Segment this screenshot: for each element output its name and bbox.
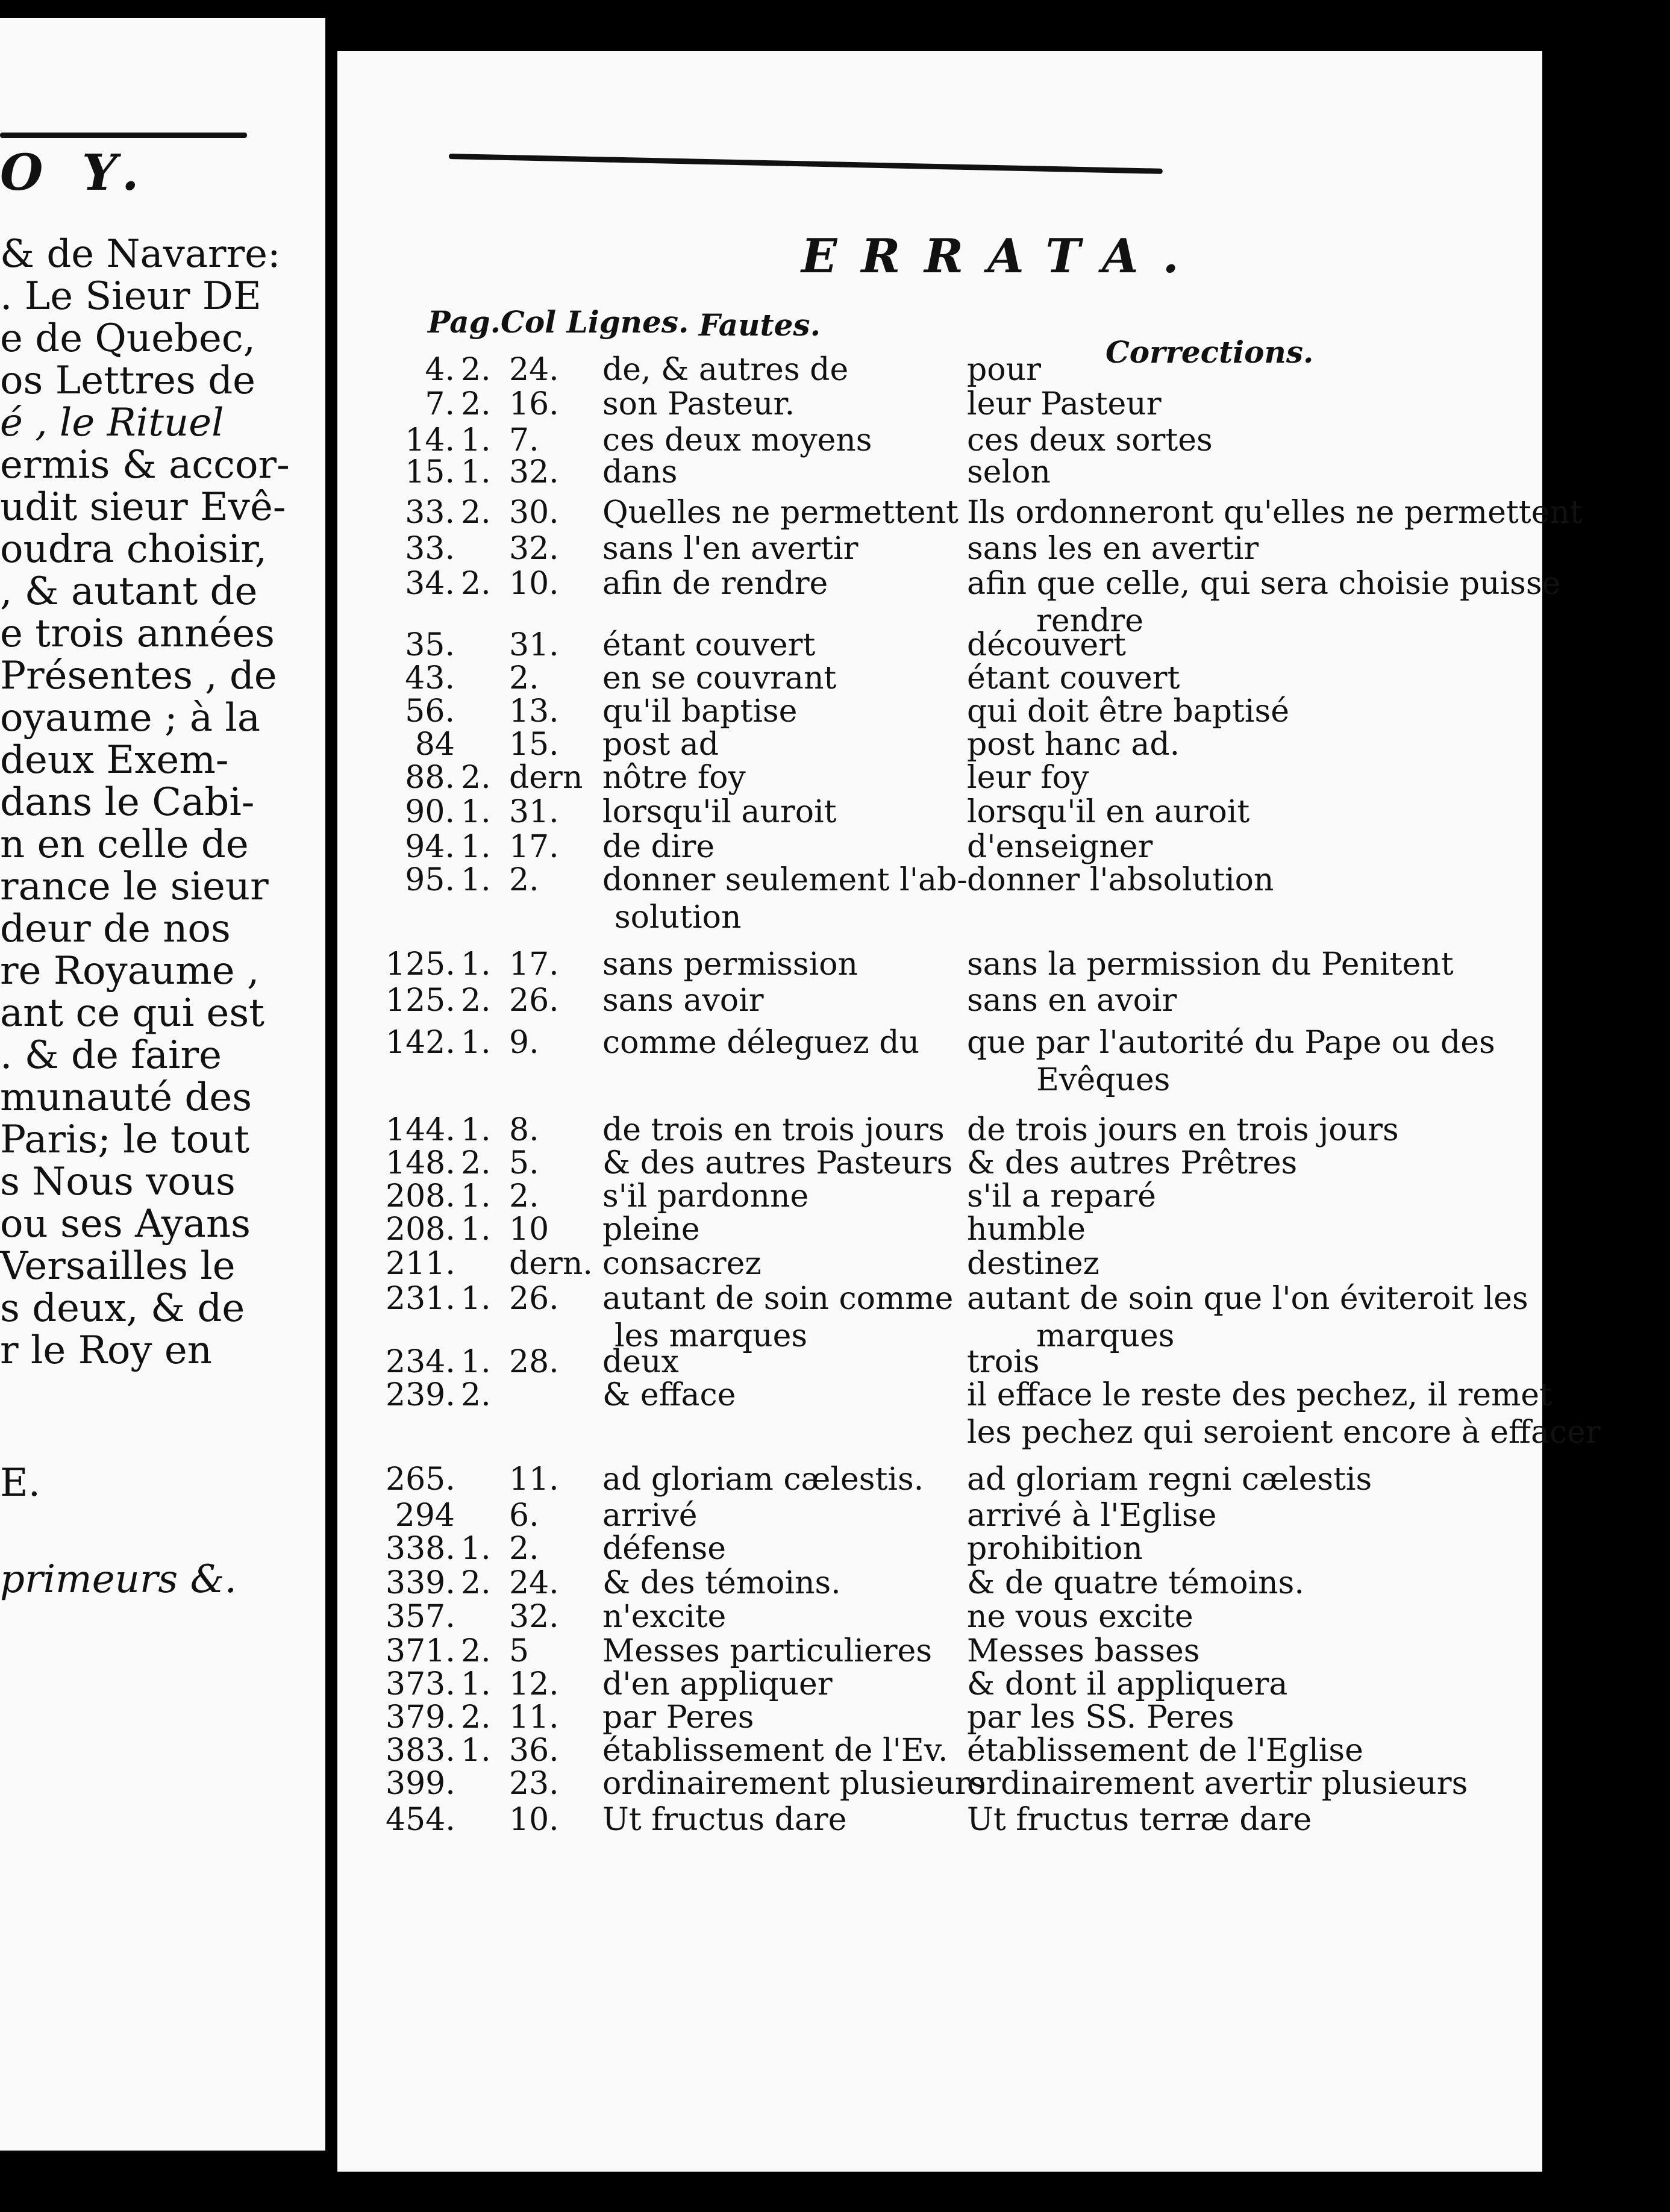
errata-row	[337, 1497, 1542, 1534]
left-line: E.	[0, 1461, 41, 1505]
column-number: 1.	[461, 1531, 491, 1567]
page-number: 84	[414, 726, 455, 763]
left-page	[0, 18, 325, 2151]
correction-text: sans en avoir	[967, 983, 1177, 1019]
left-line: Paris; le tout	[0, 1117, 250, 1162]
correction-text: autant de soin que l'on éviteroit les	[967, 1281, 1528, 1317]
left-line: munauté des	[0, 1075, 252, 1120]
errata-row	[337, 793, 1542, 831]
errata-row	[337, 726, 1542, 763]
line-number: 13.	[509, 693, 559, 730]
page-number: 379.	[386, 1699, 455, 1736]
line-number: 10.	[509, 566, 559, 602]
page-number: 265.	[386, 1461, 455, 1498]
errata-row	[337, 759, 1542, 796]
errata-row	[337, 946, 1542, 983]
page-number: 7.	[425, 386, 455, 422]
correction-text: ordinairement avertir plusieurs	[967, 1766, 1468, 1802]
correction-text: & de quatre témoins.	[967, 1565, 1304, 1601]
left-line: s Nous vous	[0, 1160, 236, 1204]
line-number: 17.	[509, 946, 559, 983]
line-number: 2.	[509, 1178, 539, 1214]
correction-text: pour	[967, 352, 1041, 388]
line-number: 32.	[509, 454, 559, 490]
error-text: deux	[602, 1344, 679, 1380]
line-number: 23.	[509, 1766, 559, 1802]
page-number: 208.	[386, 1178, 455, 1214]
error-text: & efface	[602, 1377, 736, 1413]
correction-text: donner l'absolution	[967, 862, 1274, 898]
left-line: s deux, & de	[0, 1286, 245, 1331]
column-number: 1.	[461, 422, 491, 458]
error-text: pleine	[602, 1211, 700, 1248]
line-number: 6.	[509, 1498, 539, 1534]
errata-row	[337, 1632, 1542, 1670]
correction-text: humble	[967, 1211, 1086, 1248]
page-number: 43.	[405, 660, 455, 696]
line-number: 11.	[509, 1461, 559, 1498]
top-rule	[449, 154, 1163, 174]
left-line: , & autant de	[0, 569, 258, 614]
errata-row	[337, 1211, 1542, 1248]
line-number: dern.	[509, 1246, 593, 1282]
page-number: 142.	[386, 1025, 455, 1061]
errata-row	[337, 1530, 1542, 1567]
errata-row	[337, 1024, 1542, 1098]
left-line: os Lettres de	[0, 358, 256, 403]
line-number: 30.	[509, 495, 559, 531]
left-line: Présentes , de	[0, 654, 277, 698]
line-number: 32.	[509, 1599, 559, 1635]
left-line: ermis & accor-	[0, 443, 290, 487]
page-number: 371.	[386, 1633, 455, 1669]
page-number: 239.	[386, 1377, 455, 1413]
page-number: 148.	[386, 1145, 455, 1181]
left-line: e de Quebec,	[0, 316, 255, 361]
correction-text: Ils ordonneront qu'elles ne permettent	[967, 495, 1583, 531]
errata-row	[337, 386, 1542, 423]
errata-row	[337, 693, 1542, 730]
correction-text: par les SS. Peres	[967, 1699, 1234, 1736]
errata-title: ERRATA.	[801, 229, 1203, 284]
page-number: 373.	[386, 1666, 455, 1702]
correction-text: établissement de l'Eglise	[967, 1732, 1363, 1769]
column-number: 2.	[461, 1377, 491, 1413]
errata-row	[337, 1801, 1542, 1839]
line-number: 16.	[509, 386, 559, 422]
correction-text: trois	[967, 1344, 1040, 1380]
error-text: en se couvrant	[602, 660, 837, 696]
line-number: 10.	[509, 1802, 559, 1838]
errata-row	[337, 1564, 1542, 1602]
error-text: consacrez	[602, 1246, 762, 1282]
column-number: 1.	[461, 1112, 491, 1148]
header-pag-col-lignes: Pag.Col Lignes.	[428, 304, 689, 340]
error-text: lorsqu'il auroit	[602, 794, 837, 830]
line-number: 8.	[509, 1112, 539, 1148]
error-text: défense	[602, 1531, 727, 1567]
errata-row	[337, 454, 1542, 491]
correction-text-continuation: marques	[1036, 1318, 1175, 1354]
correction-text: destinez	[967, 1246, 1099, 1282]
correction-text: leur foy	[967, 760, 1089, 796]
correction-text: selon	[967, 454, 1051, 490]
line-number: 2.	[509, 1531, 539, 1567]
column-number: 1.	[461, 1666, 491, 1702]
error-text: autant de soin comme	[602, 1281, 954, 1317]
correction-text: Ut fructus terræ dare	[967, 1802, 1312, 1838]
page-number: 14.	[405, 422, 455, 458]
error-text: Quelles ne permettent	[602, 495, 959, 531]
header-fautes: Fautes.	[699, 307, 821, 343]
correction-text: & dont il appliquera	[967, 1666, 1288, 1702]
correction-text: étant couvert	[967, 660, 1180, 696]
line-number: 5.	[509, 1145, 539, 1181]
left-line: ou ses Ayans	[0, 1202, 251, 1246]
line-number: 2.	[509, 660, 539, 696]
line-number: 26.	[509, 983, 559, 1019]
error-text: nôtre foy	[602, 760, 746, 796]
page-number: 125.	[386, 946, 455, 983]
errata-row	[337, 1699, 1542, 1736]
correction-text: ne vous excite	[967, 1599, 1193, 1635]
page-number: 34.	[405, 566, 455, 602]
errata-row	[337, 828, 1542, 866]
correction-text: leur Pasteur	[967, 386, 1162, 422]
column-number: 1.	[461, 1025, 491, 1061]
errata-row	[337, 1145, 1542, 1182]
column-number: 1.	[461, 454, 491, 490]
error-text: étant couvert	[602, 627, 816, 663]
left-line: deux Exem-	[0, 738, 229, 783]
page-number: 125.	[386, 983, 455, 1019]
errata-row	[337, 530, 1542, 567]
column-number: 1.	[461, 794, 491, 830]
error-text: de, & autres de	[602, 352, 849, 388]
column-number: 1.	[461, 946, 491, 983]
column-number: 1.	[461, 862, 491, 898]
header-corrections: Corrections.	[1106, 334, 1314, 370]
column-number: 2.	[461, 386, 491, 422]
left-line: ant ce qui est	[0, 991, 264, 1036]
errata-row	[337, 1343, 1542, 1381]
left-line: Versailles le	[0, 1244, 236, 1289]
page-number: 56.	[405, 693, 455, 730]
left-line: O Y.	[0, 144, 150, 202]
error-text: sans permission	[602, 946, 858, 983]
correction-text: afin que celle, qui sera choisie puisse	[967, 566, 1561, 602]
line-number: 12.	[509, 1666, 559, 1702]
column-number: 1.	[461, 1344, 491, 1380]
column-number: 2.	[461, 495, 491, 531]
left-line: . & de faire	[0, 1033, 222, 1078]
correction-text: il efface le reste des pechez, il remet	[967, 1377, 1552, 1413]
errata-row	[337, 982, 1542, 1019]
page-number: 231.	[386, 1281, 455, 1317]
page-number: 338.	[386, 1531, 455, 1567]
left-line: n en celle de	[0, 822, 249, 867]
error-text: arrivé	[602, 1498, 698, 1534]
correction-text-continuation: les pechez qui seroient encore à effacer	[967, 1414, 1601, 1451]
correction-text: découvert	[967, 627, 1126, 663]
column-number: 2.	[461, 1699, 491, 1736]
line-number: 7.	[509, 422, 539, 458]
errata-row	[337, 494, 1583, 531]
line-number: 26.	[509, 1281, 559, 1317]
error-text: & des témoins.	[602, 1565, 841, 1601]
page-number: 144.	[386, 1112, 455, 1148]
line-number: 31.	[509, 627, 559, 663]
left-line: r le Roy en	[0, 1328, 212, 1373]
correction-text: ad gloriam regni cælestis	[967, 1461, 1372, 1498]
correction-text: arrivé à l'Eglise	[967, 1498, 1217, 1534]
error-text: Messes particulieres	[602, 1633, 933, 1669]
page-number: 90.	[405, 794, 455, 830]
line-number: 24.	[509, 352, 559, 388]
error-text: ad gloriam cælestis.	[602, 1461, 924, 1498]
error-text-continuation: les marques	[615, 1318, 808, 1354]
left-line: oyaume ; à la	[0, 696, 260, 740]
line-number: 5	[509, 1633, 530, 1669]
errata-row	[337, 1461, 1542, 1498]
left-line: rance le sieur	[0, 864, 269, 909]
error-text: de trois en trois jours	[602, 1112, 945, 1148]
errata-row	[337, 1280, 1542, 1354]
error-text: sans avoir	[602, 983, 764, 1019]
correction-text-continuation: rendre	[1036, 603, 1144, 639]
error-text: post ad	[602, 726, 719, 763]
correction-text: d'enseigner	[967, 829, 1153, 865]
errata-row	[337, 626, 1542, 664]
left-line: e trois années	[0, 611, 275, 656]
column-number: 2.	[461, 1565, 491, 1601]
error-text: donner seulement l'ab-	[602, 862, 968, 898]
error-text: n'excite	[602, 1599, 727, 1635]
error-text: qu'il baptise	[602, 693, 798, 730]
error-text: & des autres Pasteurs	[602, 1145, 953, 1181]
page-number: 208.	[386, 1211, 455, 1248]
page-number: 357.	[386, 1599, 455, 1635]
line-number: 24.	[509, 1565, 559, 1601]
error-text: ces deux moyens	[602, 422, 872, 458]
errata-row	[337, 351, 1542, 389]
page-number: 339.	[386, 1565, 455, 1601]
error-text: établissement de l'Ev.	[602, 1732, 948, 1769]
page-number: 454.	[386, 1802, 455, 1838]
line-number: 15.	[509, 726, 559, 763]
column-number: 1.	[461, 1281, 491, 1317]
page-number: 294	[395, 1498, 455, 1534]
correction-text: post hanc ad.	[967, 726, 1180, 763]
error-text-continuation: solution	[615, 899, 742, 936]
correction-text: & des autres Prêtres	[967, 1145, 1298, 1181]
column-number: 1.	[461, 1732, 491, 1769]
page-number: 88.	[405, 760, 455, 796]
errata-row	[337, 1598, 1542, 1636]
correction-text-continuation: Evêques	[1036, 1062, 1171, 1098]
left-line: deur de nos	[0, 907, 231, 951]
correction-text: s'il a reparé	[967, 1178, 1156, 1214]
line-number: 36.	[509, 1732, 559, 1769]
correction-text: Messes basses	[967, 1633, 1200, 1669]
page-number: 33.	[405, 495, 455, 531]
line-number: 2.	[509, 862, 539, 898]
error-text: afin de rendre	[602, 566, 828, 602]
errata-row	[337, 1111, 1542, 1149]
errata-row	[337, 861, 1542, 936]
left-line: primeurs &.	[0, 1557, 237, 1602]
left-line: & de Navarre:	[0, 232, 281, 276]
errata-row	[337, 1245, 1542, 1283]
column-number: 2.	[461, 983, 491, 1019]
left-line: dans le Cabi-	[0, 780, 255, 825]
left-line: oudra choisir,	[0, 527, 267, 572]
error-text: s'il pardonne	[602, 1178, 809, 1214]
page-number: 35.	[405, 627, 455, 663]
correction-text: de trois jours en trois jours	[967, 1112, 1399, 1148]
page-number: 399.	[386, 1766, 455, 1802]
errata-row	[337, 1376, 1601, 1451]
line-number: 32.	[509, 531, 559, 567]
column-number: 1.	[461, 1211, 491, 1248]
correction-text: sans les en avertir	[967, 531, 1259, 567]
page-number: 33.	[405, 531, 455, 567]
line-number: 11.	[509, 1699, 559, 1736]
correction-text: prohibition	[967, 1531, 1143, 1567]
errata-page	[337, 51, 1601, 2172]
line-number: dern	[509, 760, 583, 796]
line-number: 28.	[509, 1344, 559, 1380]
page-number: 234.	[386, 1344, 455, 1380]
error-text: son Pasteur.	[602, 386, 795, 422]
page-number: 383.	[386, 1732, 455, 1769]
correction-text: lorsqu'il en auroit	[967, 794, 1250, 830]
error-text: d'en appliquer	[602, 1666, 833, 1702]
correction-text: sans la permission du Penitent	[967, 946, 1454, 983]
page-number: 94.	[405, 829, 455, 865]
line-number: 31.	[509, 794, 559, 830]
page-number: 4.	[425, 352, 455, 388]
errata-row	[337, 565, 1561, 639]
error-text: dans	[602, 454, 678, 490]
line-number: 10	[509, 1211, 549, 1248]
error-text: de dire	[602, 829, 715, 865]
column-number: 1.	[461, 829, 491, 865]
page-number: 95.	[405, 862, 455, 898]
column-number: 2.	[461, 1633, 491, 1669]
column-number: 2.	[461, 1145, 491, 1181]
left-line: é , le Rituel	[0, 401, 224, 445]
page-number: 211.	[386, 1246, 455, 1282]
left-line: . Le Sieur DE	[0, 274, 261, 319]
column-number: 2.	[461, 352, 491, 388]
correction-text: ces deux sortes	[967, 422, 1213, 458]
column-number: 2.	[461, 760, 491, 796]
errata-row	[337, 660, 1542, 697]
error-text: par Peres	[602, 1699, 754, 1736]
line-number: 9.	[509, 1025, 539, 1061]
column-number: 1.	[461, 1178, 491, 1214]
page-number: 15.	[405, 454, 455, 490]
left-line: udit sieur Evê-	[0, 485, 286, 530]
line-number: 17.	[509, 829, 559, 865]
correction-text: qui doit être baptisé	[967, 693, 1289, 730]
error-text: ordinairement plusieurs	[602, 1766, 986, 1802]
errata-row	[337, 1178, 1542, 1215]
left-line: re Royaume ,	[0, 949, 260, 993]
left-rule	[0, 133, 247, 138]
correction-text: que par l'autorité du Pape ou des	[967, 1025, 1495, 1061]
errata-row	[337, 1666, 1542, 1703]
errata-row	[337, 1732, 1542, 1769]
errata-row	[337, 1765, 1542, 1802]
error-text: Ut fructus dare	[602, 1802, 847, 1838]
error-text: comme déleguez du	[602, 1025, 920, 1061]
column-number: 2.	[461, 566, 491, 602]
error-text: sans l'en avertir	[602, 531, 858, 567]
